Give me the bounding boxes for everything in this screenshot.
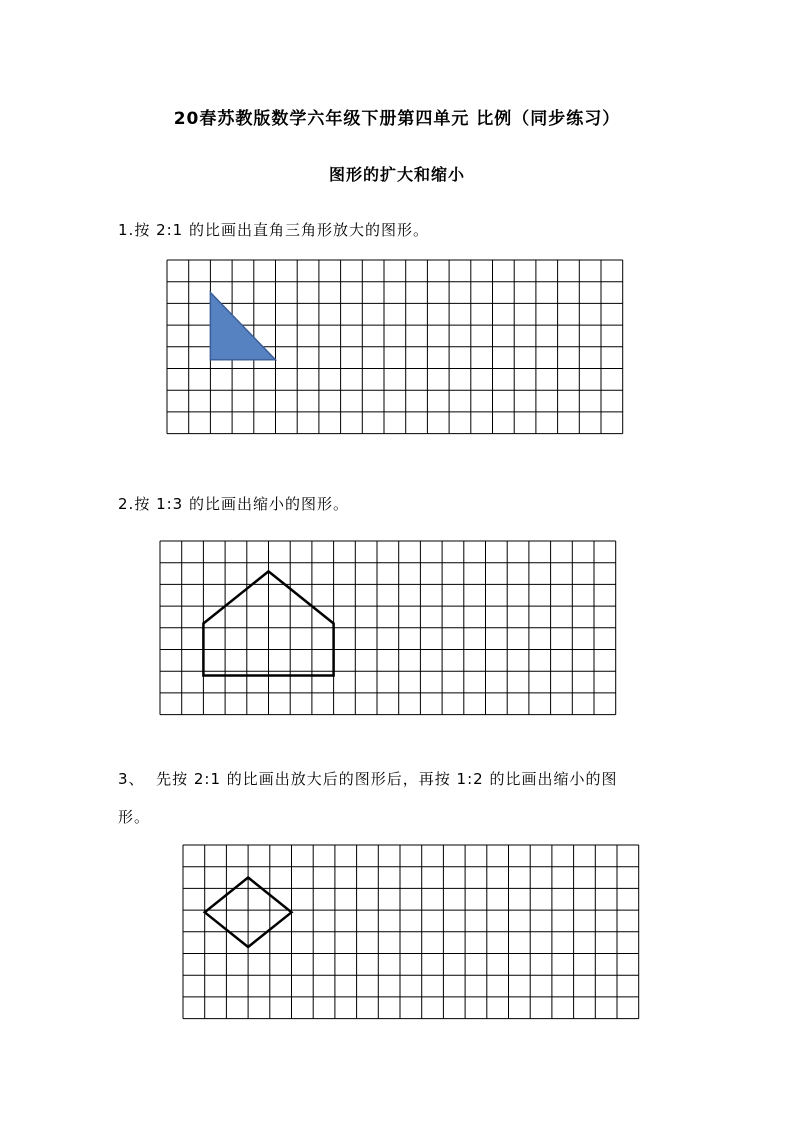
question-2-text: 按 1:3 的比画出缩小的图形。	[134, 495, 349, 513]
grid-lines	[183, 845, 639, 1019]
grid-lines	[160, 541, 616, 715]
question-2-number: 2.	[118, 495, 135, 513]
question-2	[118, 493, 349, 514]
question-1	[118, 219, 429, 240]
page-title: 20春苏教版数学六年级下册第四单元 比例（同步练习）	[173, 109, 621, 129]
right-triangle-shape	[210, 293, 275, 360]
question-3-text-line2: 形。	[118, 808, 151, 826]
question-1-text: 按 2:1 的比画出直角三角形放大的图形。	[134, 221, 429, 239]
question-1-number: 1.	[118, 221, 135, 239]
question-3	[118, 768, 617, 789]
question-3-text-line1: 先按 2:1 的比画出放大后的图形后，再按 1:2 的比画出缩小的图	[156, 770, 618, 788]
page-subtitle: 图形的扩大和缩小	[328, 165, 465, 184]
grid-question-1	[167, 260, 623, 398]
question-3-line2	[118, 806, 150, 827]
question-3-number: 3、	[118, 770, 145, 788]
grid-question-3	[183, 845, 639, 983]
grid-question-2	[160, 541, 616, 679]
